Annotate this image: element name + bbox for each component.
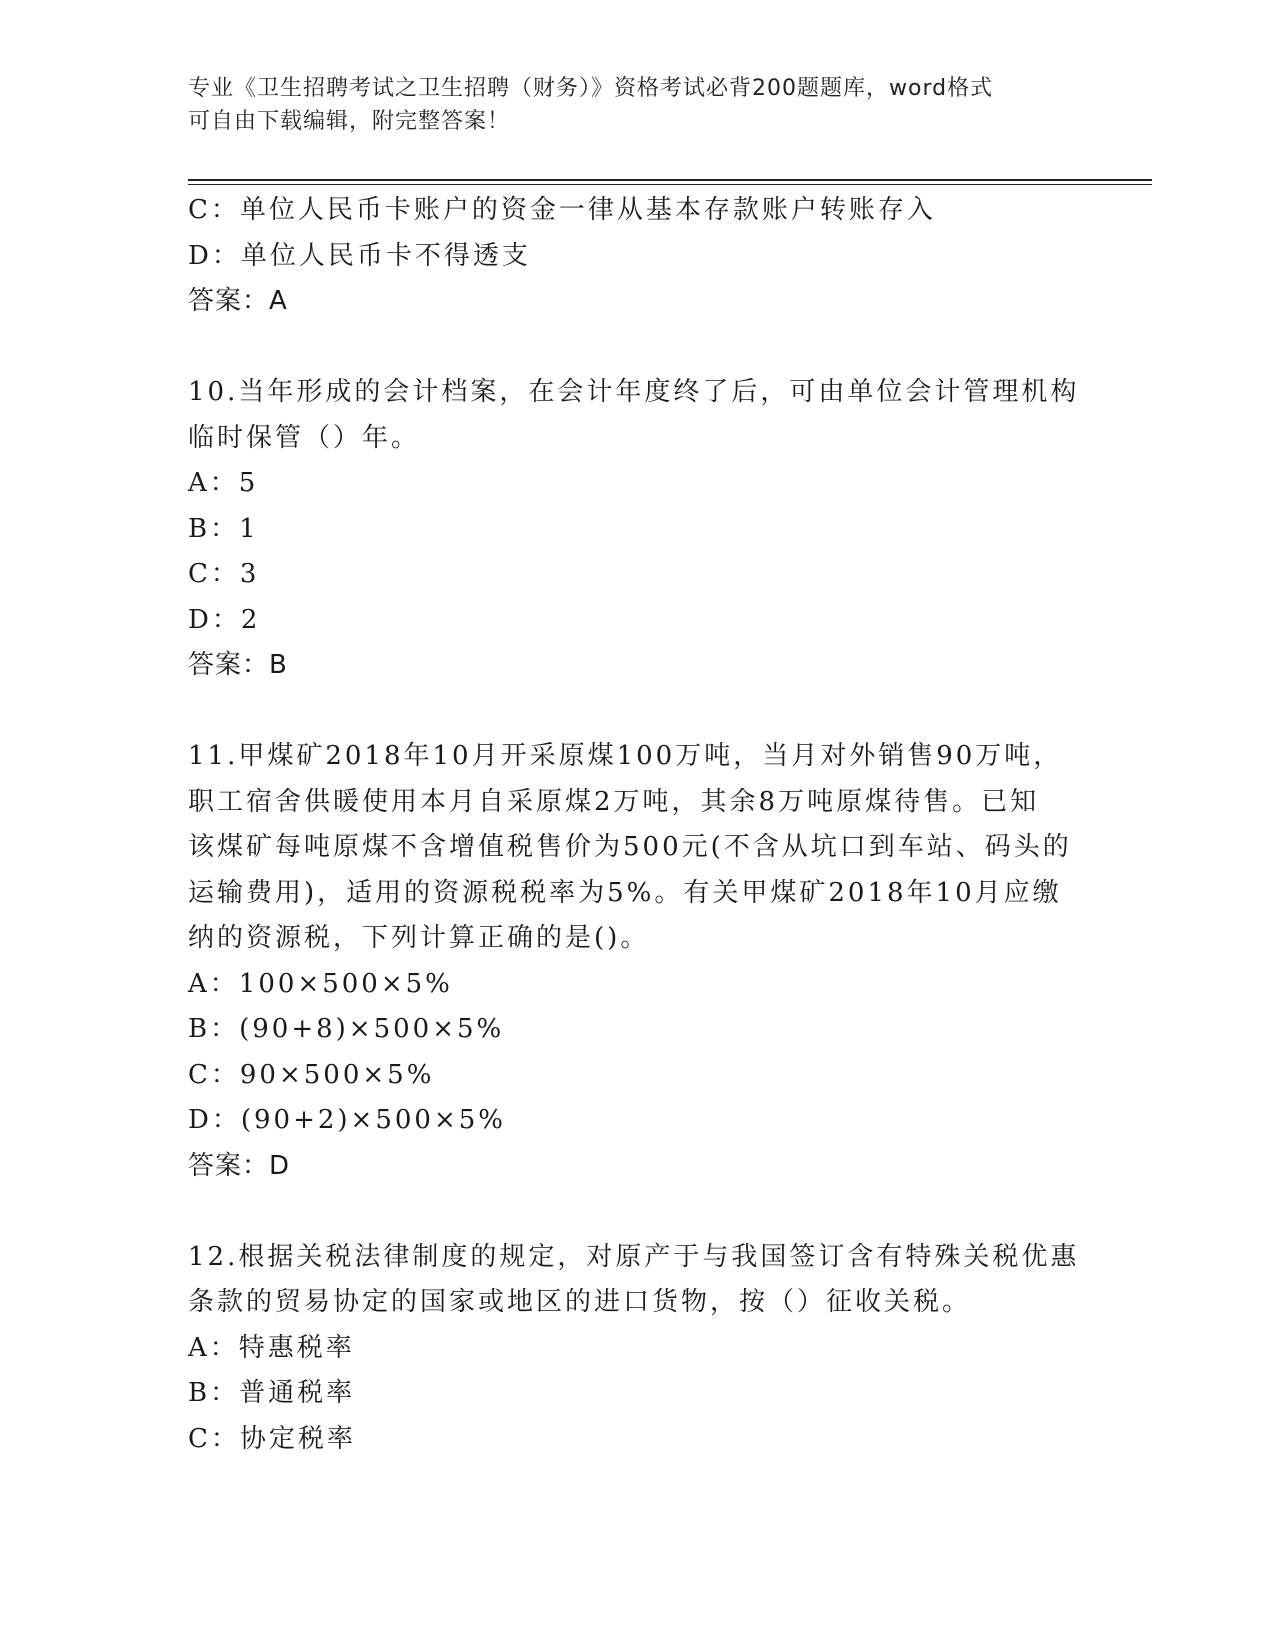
question-11 xyxy=(188,734,1088,1189)
header-divider-thick xyxy=(188,179,1152,181)
q9-answer: 答案：A xyxy=(188,286,288,316)
q11-stem-line-5: 纳的资源税，下列计算正确的是()。 xyxy=(188,923,650,953)
q10-option-c: C：3 xyxy=(188,559,260,589)
question-list xyxy=(188,188,1088,1462)
question-spacer xyxy=(188,1189,1088,1235)
q11-stem-line-4: 运输费用)，适用的资源税税率为5%。有关甲煤矿2018年10月应缴 xyxy=(188,877,1062,908)
q12-option-a: A：特惠税率 xyxy=(188,1332,355,1363)
q12-stem-line-2: 条款的贸易协定的国家或地区的进口货物，按（）征收关税。 xyxy=(188,1287,972,1317)
q10-option-a: A：5 xyxy=(188,468,259,498)
q11-stem-line-3: 该煤矿每吨原煤不含增值税售价为500元(不含从坑口到车站、码头的 xyxy=(188,832,1072,862)
q9-option-d: D：单位人民币卡不得透支 xyxy=(188,240,531,271)
header-title-line-1: 专业《卫生招聘考试之卫生招聘（财务）》资格考试必背200题题库，word格式 xyxy=(188,76,994,101)
q10-stem-line-2: 临时保管（）年。 xyxy=(188,422,421,453)
q12-stem-line-1: 12.根据关税法律制度的规定，对原产于与我国签订含有特殊关税优惠 xyxy=(188,1241,1080,1272)
question-9-tail xyxy=(188,188,1088,325)
q9-option-c: C：单位人民币卡账户的资金一律从基本存款账户转账存入 xyxy=(188,195,936,225)
question-spacer xyxy=(188,325,1088,371)
q11-answer: 答案：D xyxy=(188,1150,291,1181)
q11-stem-line-1: 11.甲煤矿2018年10月开采原煤100万吨，当月对外销售90万吨， xyxy=(188,741,1063,771)
q11-option-c: C：90×500×5% xyxy=(188,1059,435,1090)
q12-option-c: C：协定税率 xyxy=(188,1423,356,1454)
document-header xyxy=(188,72,1068,138)
q11-option-b: B：(90+8)×500×5% xyxy=(188,1014,505,1044)
question-10 xyxy=(188,370,1088,689)
q12-option-b: B：普通税率 xyxy=(188,1378,356,1408)
q10-answer: 答案：B xyxy=(188,650,288,680)
header-title-line-2: 可自由下载编辑，附完整答案！ xyxy=(188,109,511,134)
q10-option-d: D：2 xyxy=(188,604,261,635)
q10-stem-line-1: 10.当年形成的会计档案，在会计年度终了后，可由单位会计管理机构 xyxy=(188,377,1080,407)
q11-stem-line-2: 职工宿舍供暖使用本月自采原煤2万吨，其余8万吨原煤待售。已知 xyxy=(188,786,1040,817)
q10-option-b: B：1 xyxy=(188,513,259,544)
header-divider-thin xyxy=(188,184,1152,185)
q11-option-a: A：100×500×5% xyxy=(188,968,453,999)
question-12 xyxy=(188,1235,1088,1463)
q11-option-d: D：(90+2)×500×5% xyxy=(188,1105,506,1135)
question-spacer xyxy=(188,689,1088,735)
